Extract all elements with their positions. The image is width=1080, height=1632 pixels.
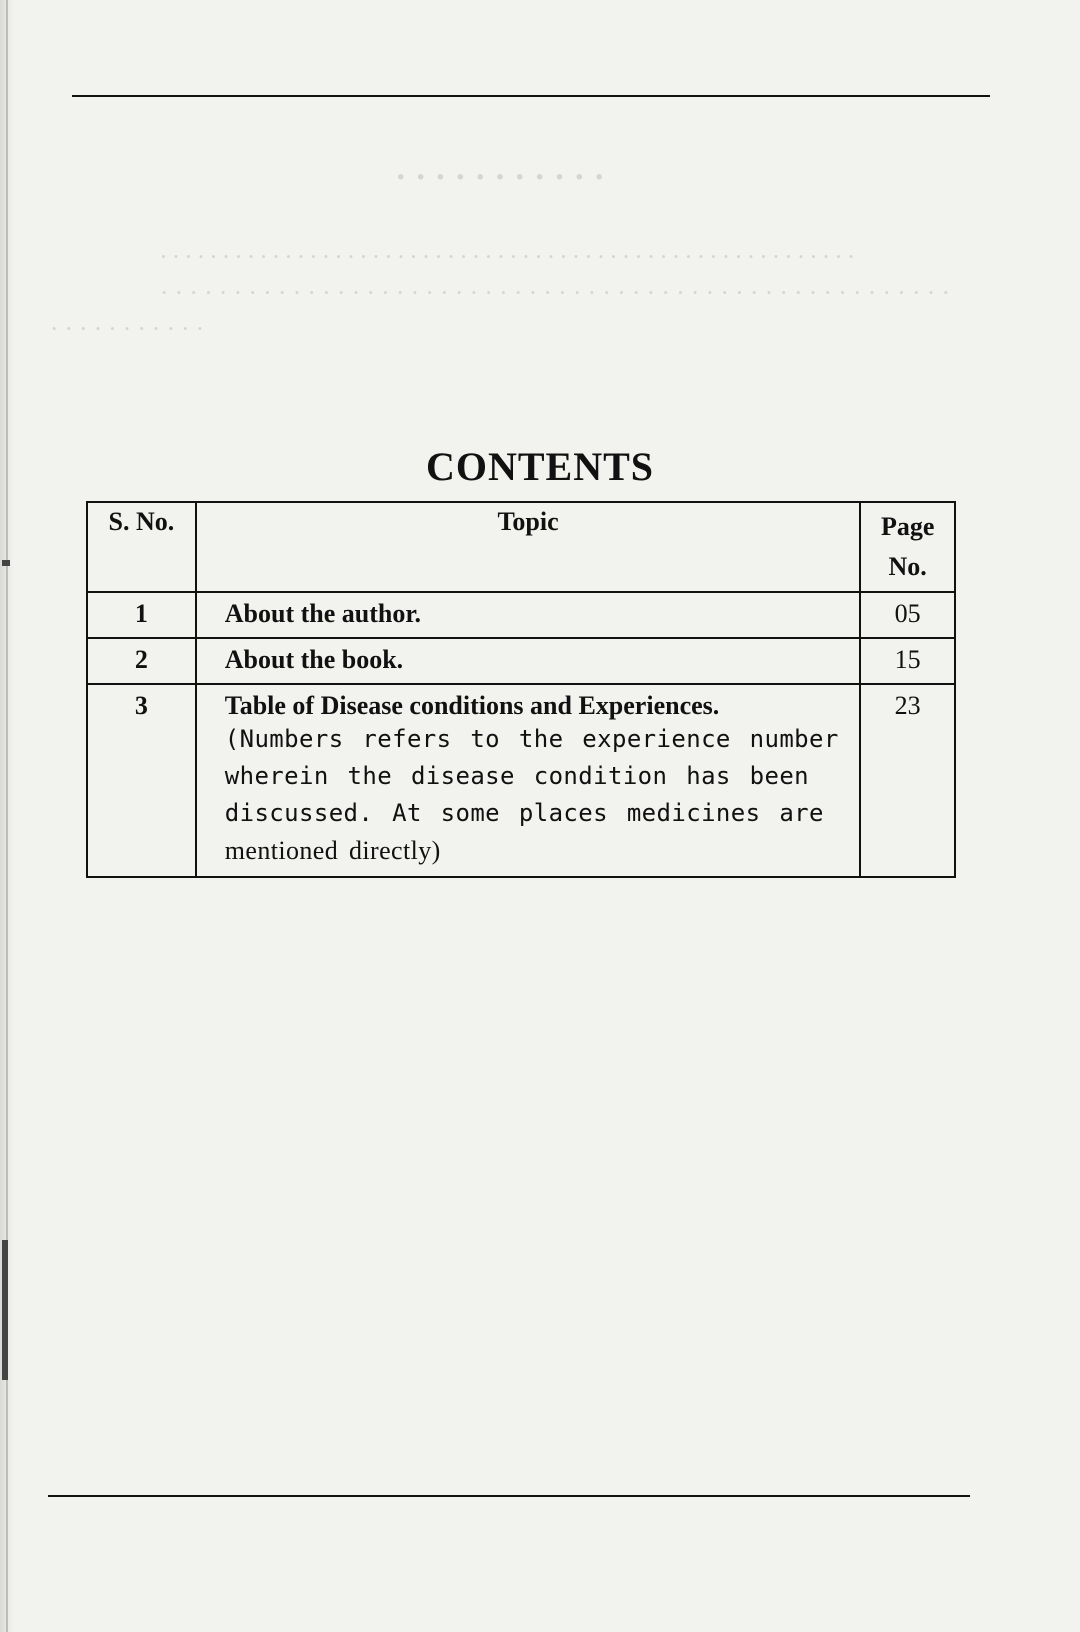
row-page: 23 xyxy=(860,684,955,877)
table-row xyxy=(87,592,955,638)
top-rule xyxy=(72,95,990,97)
row-topic xyxy=(196,638,861,684)
topic-title: About the book. xyxy=(224,645,404,674)
bottom-rule xyxy=(48,1495,970,1497)
row-topic xyxy=(196,684,861,877)
table-row xyxy=(87,638,955,684)
bleed-through-text: · · · · · · · · · · · · · · · · · · · · · · · · · · · · · · · · · · · · · · · · · · · · · · · · · · · · · · · · · · · · · · · · · · · · · · · · · · · · · · · · · · · · · · · · · · · · · · · · · · · · · · · · · · · · · · · · · · · · · · · · · · · · · · · · · · · · xyxy=(50,159,950,343)
header-page: Page No. xyxy=(860,502,955,592)
topic-note xyxy=(225,721,852,870)
contents-table xyxy=(86,501,956,878)
contents-header-row xyxy=(87,502,955,592)
page-binding-line xyxy=(6,0,8,1632)
header-topic: Topic xyxy=(196,502,861,592)
contents-title: CONTENTS xyxy=(425,444,655,489)
topic-note-end: mentioned directly) xyxy=(224,836,441,865)
row-sno: 1 xyxy=(87,592,196,638)
topic-title: About the author. xyxy=(224,599,421,628)
topic-note-text: (Numbers refers to the experience number wherein the disease condition has been discussed. At some places medicines are xyxy=(224,725,839,827)
row-topic xyxy=(196,592,861,638)
binding-mark xyxy=(2,560,10,566)
row-sno: 2 xyxy=(87,638,196,684)
binding-mark xyxy=(2,1240,8,1380)
row-page: 15 xyxy=(860,638,955,684)
table-row xyxy=(87,684,955,877)
row-sno: 3 xyxy=(87,684,196,877)
topic-title: Table of Disease conditions and Experiences. xyxy=(224,691,720,720)
header-sno: S. No. xyxy=(87,502,196,592)
row-page: 05 xyxy=(860,592,955,638)
